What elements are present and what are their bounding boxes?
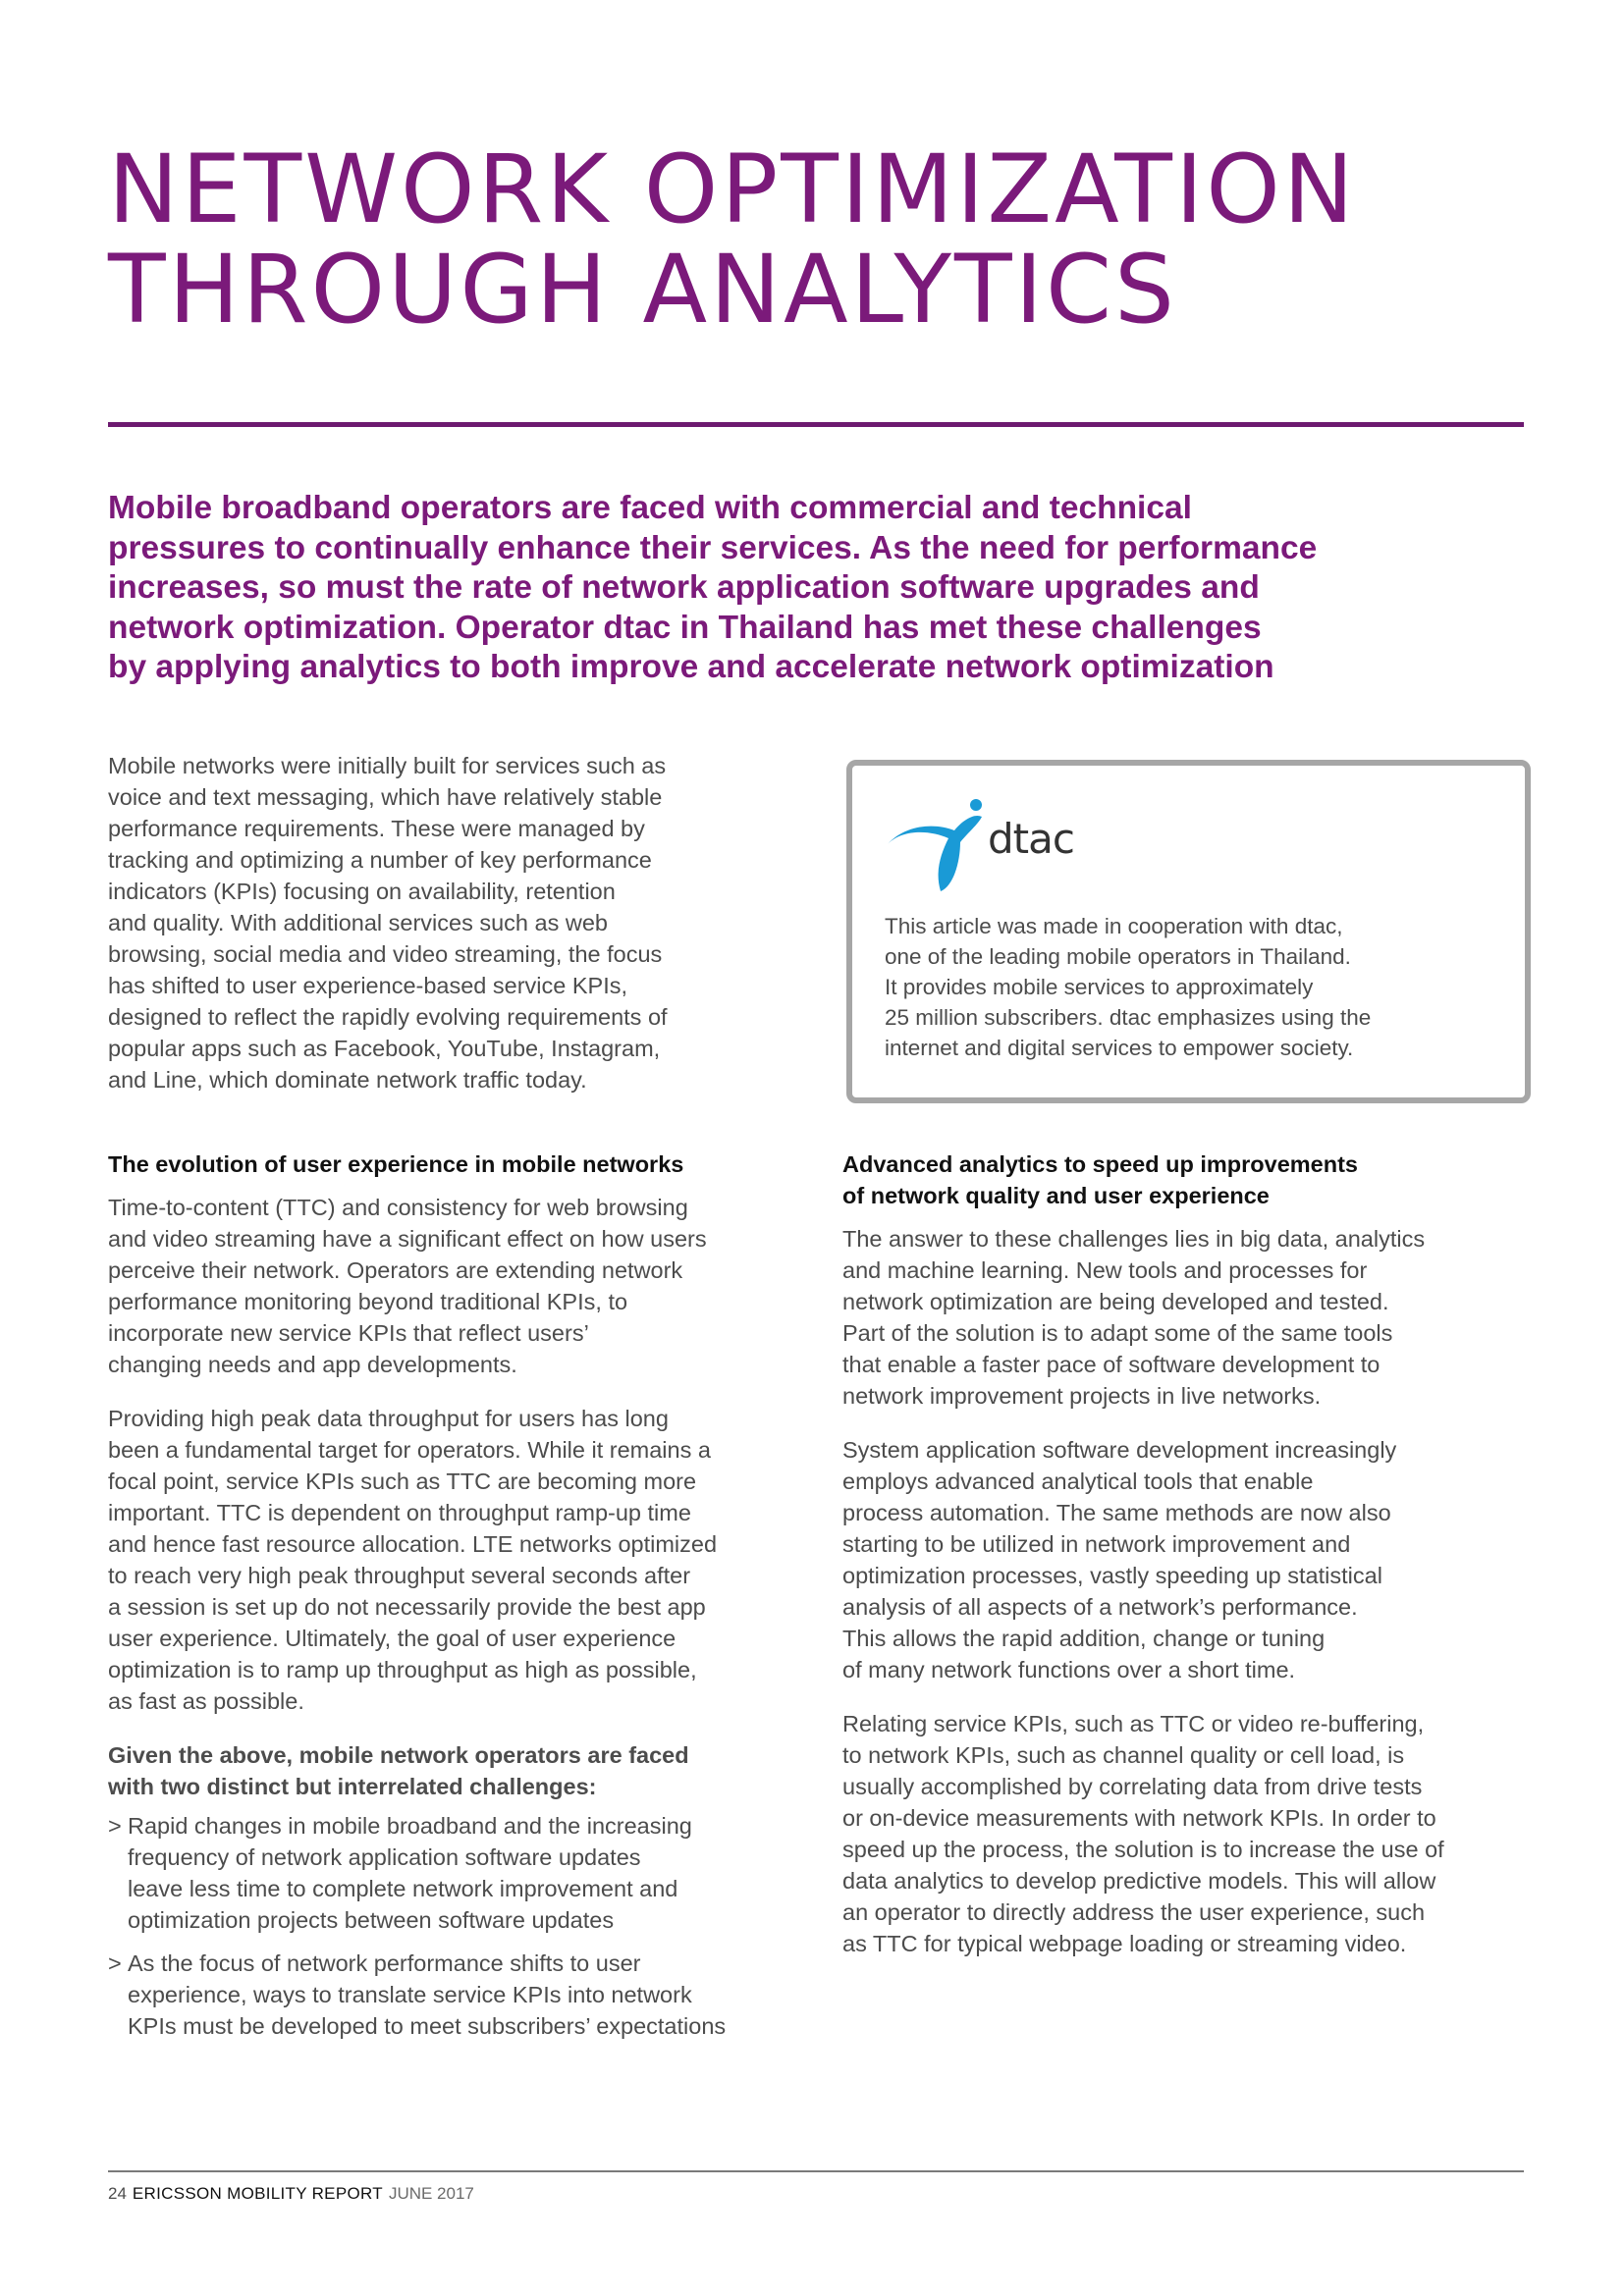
box-line: This article was made in cooperation with dtac, <box>885 914 1343 938</box>
para-line: and hence fast resource allocation. LTE networks optimized <box>108 1531 718 1557</box>
para-line: optimization is to ramp up throughput as high as possible, <box>108 1657 697 1682</box>
intro-paragraph <box>108 750 785 1095</box>
para-line: analysis of all aspects of a network’s performance. <box>842 1594 1358 1620</box>
dtac-logo-wordmark: dtac <box>988 815 1074 863</box>
challenges-intro <box>108 1739 785 1802</box>
lead-line: increases, so must the rate of network application software upgrades and <box>108 569 1260 606</box>
dtac-logo-swoosh <box>888 816 982 891</box>
right-para-3 <box>842 1708 1520 1959</box>
box-line: It provides mobile services to approximately <box>885 975 1314 999</box>
bullet-line: As the focus of network performance shifts to user <box>128 1950 641 1976</box>
bullet-chevron-icon: > <box>108 1950 122 1976</box>
title-line-1: NETWORK OPTIMIZATION <box>108 134 1357 244</box>
para-line: performance monitoring beyond traditional KPIs, to <box>108 1289 628 1314</box>
para-line: to reach very high peak throughput several seconds after <box>108 1563 691 1588</box>
para-line: network optimization are being developed and tested. <box>842 1289 1389 1314</box>
para-line: network improvement projects in live networks. <box>842 1383 1322 1409</box>
intro-line: browsing, social media and video streaming, the focus <box>108 941 663 967</box>
para-line: changing needs and app developments. <box>108 1352 517 1377</box>
lead-line: by applying analytics to both improve and accelerate network optimization <box>108 649 1274 685</box>
right-section <box>842 1148 1520 1959</box>
lead-line: pressures to continually enhance their services. As the need for performance <box>108 529 1318 566</box>
report-name: ERICSSON MOBILITY REPORT <box>132 2184 383 2203</box>
intro-line: performance requirements. These were managed by <box>108 816 645 841</box>
subhead-line: Given the above, mobile network operators are faced <box>108 1742 689 1768</box>
title-line-2: THROUGH ANALYTICS <box>108 235 1177 345</box>
heading-line: The evolution of user experience in mobile networks <box>108 1151 684 1177</box>
para-line: System application software development increasingly <box>842 1437 1397 1463</box>
left-para-2 <box>108 1403 785 1717</box>
para-line: focal point, service KPIs such as TTC are becoming more <box>108 1468 697 1494</box>
para-line: user experience. Ultimately, the goal of user experience <box>108 1626 677 1651</box>
para-line: that enable a faster pace of software development to <box>842 1352 1380 1377</box>
right-section-heading <box>842 1148 1520 1211</box>
box-line: internet and digital services to empower society. <box>885 1036 1354 1060</box>
para-line: starting to be utilized in network improvement and <box>842 1531 1351 1557</box>
para-line: process automation. The same methods are now also <box>842 1500 1391 1525</box>
bullet-line: Rapid changes in mobile broadband and the increasing <box>128 1813 692 1839</box>
intro-line: and quality. With additional services such as web <box>108 910 608 935</box>
para-line: data analytics to develop predictive models. This will allow <box>842 1868 1436 1894</box>
intro-line: voice and text messaging, which have relatively stable <box>108 784 663 810</box>
para-line: Providing high peak data throughput for users has long <box>108 1406 669 1431</box>
heading-line: of network quality and user experience <box>842 1183 1270 1208</box>
para-line: and video streaming have a significant effect on how users <box>108 1226 707 1252</box>
intro-line: Mobile networks were initially built for services such as <box>108 753 667 778</box>
para-line: Part of the solution is to adapt some of the same tools <box>842 1320 1393 1346</box>
para-line: The answer to these challenges lies in big data, analytics <box>842 1226 1426 1252</box>
left-section <box>108 1148 785 2042</box>
para-line: important. TTC is dependent on throughput ramp-up time <box>108 1500 691 1525</box>
para-line: or on-device measurements with network KPIs. In order to <box>842 1805 1436 1831</box>
para-line: usually accomplished by correlating data from drive tests <box>842 1774 1423 1799</box>
report-date: JUNE 2017 <box>388 2184 474 2203</box>
box-line: 25 million subscribers. dtac emphasizes using the <box>885 1005 1372 1030</box>
title-divider <box>108 422 1524 427</box>
intro-line: tracking and optimizing a number of key performance <box>108 847 652 873</box>
para-line: an operator to directly address the user experience, such <box>842 1899 1426 1925</box>
para-line: of many network functions over a short time. <box>842 1657 1296 1682</box>
left-para-1 <box>108 1192 785 1380</box>
para-line: Time-to-content (TTC) and consistency for web browsing <box>108 1195 688 1220</box>
para-line: and machine learning. New tools and processes for <box>842 1257 1368 1283</box>
challenge-bullet-1 <box>108 1810 785 1936</box>
subhead-line: with two distinct but interrelated challenges: <box>108 1774 597 1799</box>
box-line: one of the leading mobile operators in Thailand. <box>885 944 1351 969</box>
challenge-bullet-2 <box>108 1948 785 2042</box>
lead-line: network optimization. Operator dtac in Thailand has met these challenges <box>108 609 1262 646</box>
para-line: incorporate new service KPIs that reflect users’ <box>108 1320 589 1346</box>
lead-paragraph <box>108 489 1316 688</box>
para-line: Relating service KPIs, such as TTC or video re-buffering, <box>842 1711 1425 1736</box>
intro-line: indicators (KPIs) focusing on availability, retention <box>108 879 616 904</box>
para-line: a session is set up do not necessarily provide the best app <box>108 1594 706 1620</box>
dtac-box-text <box>885 911 1493 1063</box>
bullet-line: optimization projects between software updates <box>128 1907 615 1933</box>
dtac-logo-dot <box>970 799 982 811</box>
bullet-line: KPIs must be developed to meet subscribers’ expectations <box>128 2013 727 2039</box>
left-section-heading <box>108 1148 785 1180</box>
para-line: as fast as possible. <box>108 1688 304 1714</box>
intro-line: designed to reflect the rapidly evolving requirements of <box>108 1004 668 1030</box>
para-line: employs advanced analytical tools that enable <box>842 1468 1314 1494</box>
para-line: been a fundamental target for operators. While it remains a <box>108 1437 711 1463</box>
footer-divider <box>108 2170 1524 2172</box>
lead-line: Mobile broadband operators are faced with commercial and technical <box>108 490 1192 526</box>
para-line: perceive their network. Operators are extending network <box>108 1257 683 1283</box>
para-line: speed up the process, the solution is to increase the use of <box>842 1837 1444 1862</box>
bullet-line: frequency of network application software updates <box>128 1844 641 1870</box>
heading-line: Advanced analytics to speed up improvements <box>842 1151 1358 1177</box>
para-line: This allows the rapid addition, change or tuning <box>842 1626 1326 1651</box>
page-number: 24 <box>108 2184 127 2203</box>
para-line: as TTC for typical webpage loading or streaming video. <box>842 1931 1407 1956</box>
intro-line: popular apps such as Facebook, YouTube, Instagram, <box>108 1036 661 1061</box>
bullet-line: leave less time to complete network improvement and <box>128 1876 678 1901</box>
intro-line: has shifted to user experience-based service KPIs, <box>108 973 628 998</box>
right-para-2 <box>842 1434 1520 1685</box>
intro-line: and Line, which dominate network traffic today. <box>108 1067 587 1093</box>
right-para-1 <box>842 1223 1520 1412</box>
page-footer <box>108 2184 474 2204</box>
bullet-line: experience, ways to translate service KPIs into network <box>128 1982 692 2007</box>
para-line: optimization processes, vastly speeding up statistical <box>842 1563 1382 1588</box>
bullet-chevron-icon: > <box>108 1813 122 1839</box>
para-line: to network KPIs, such as channel quality or cell load, is <box>842 1742 1405 1768</box>
page-title <box>108 134 1532 345</box>
